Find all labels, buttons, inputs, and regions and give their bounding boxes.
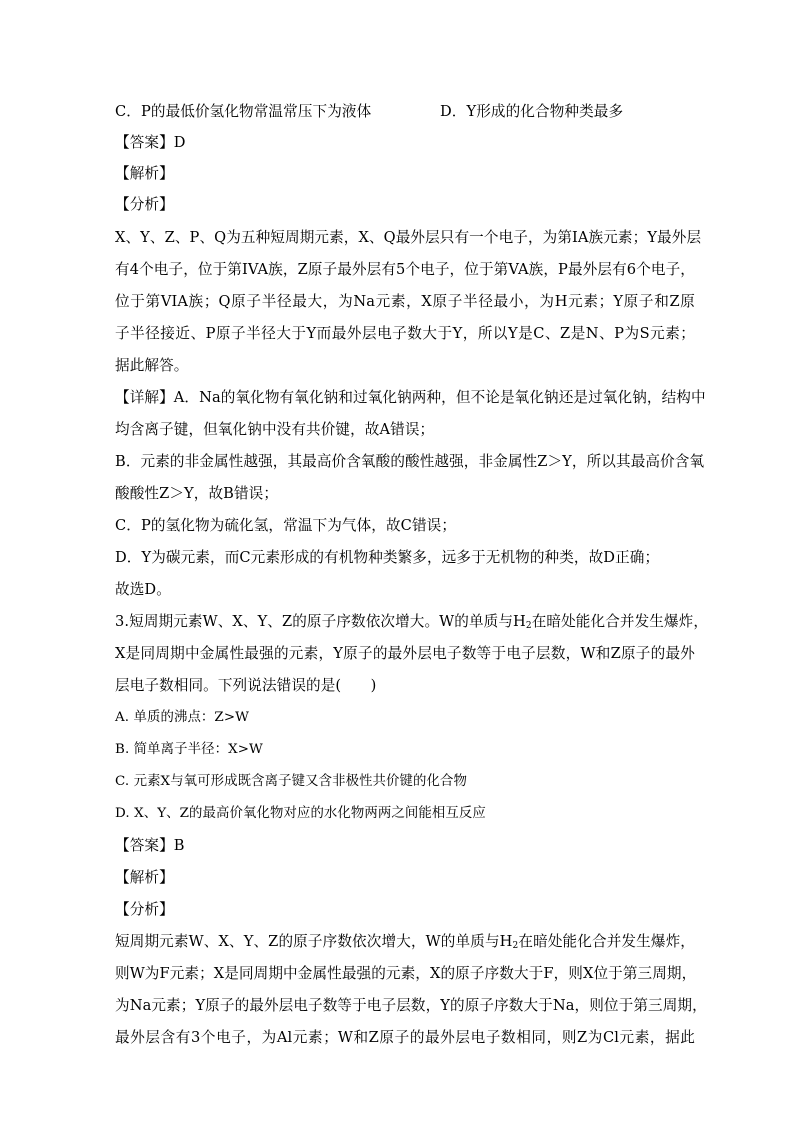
subscript: 2 (525, 621, 532, 631)
q3-option-a: A. 单质的沸点：Z>W (115, 710, 250, 725)
q3-stem-text: 3.短周期元素W、X、Y、Z的原子序数依次增大。W的单质与H (115, 613, 526, 630)
q3-stem-line: 层电子数相同。下列说法错误的是( ) (115, 677, 377, 694)
q3-analysis-text: 短周期元素W、X、Y、Z的原子序数依次增大，W的单质与H (115, 933, 513, 950)
q3-jiexi-heading: 【解析】 (115, 869, 174, 886)
q2-analysis-line: 有4个电子，位于第IVA族，Z原子最外层有5个电子，位于第VA族，P最外层有6个电子， (115, 261, 695, 278)
q3-analysis-line (115, 932, 695, 952)
q3-option-b: B. 简单离子半径：X>W (115, 742, 263, 757)
q3-analysis-line: 最外层含有3个电子，为Al元素；W和Z原子的最外层电子数相同，则Z为Cl元素，据此 (115, 1029, 695, 1046)
q2-answer: 【答案】D (115, 134, 186, 151)
q3-fenxi-heading: 【分析】 (115, 901, 174, 918)
q3-analysis-text: 在暗处能化合并发生爆炸， (518, 933, 696, 950)
q2-detail-line: B．元素的非金属性越强，其最高价含氧酸的酸性越强，非金属性Z＞Y，所以其最高价含氧 (115, 453, 705, 470)
q2-analysis-line: 据此解答。 (115, 357, 189, 374)
q2-analysis-line: X、Y、Z、P、Q为五种短周期元素，X、Q最外层只有一个电子，为第IA族元素；Y最外层 (115, 229, 702, 246)
q3-stem-line (115, 612, 709, 632)
q3-option-d: D. X、Y、Z的最高价氧化物对应的水化物两两之间能相互反应 (115, 806, 486, 821)
q2-analysis-line: 位于第VIA族；Q原子半径最大，为Na元素，X原子半径最小，为H元素；Y原子和Z原 (115, 293, 695, 310)
q3-stem-line: X是同周期中金属性最强的元素，Y原子的最外层电子数等于电子层数，W和Z原子的最外 (115, 645, 695, 662)
q3-option-c: C. 元素X与氧可形成既含离子键又含非极性共价键的化合物 (115, 774, 467, 789)
q2-detail-line: 【详解】A．Na的氧化物有氧化钠和过氧化钠两种，但不论是氧化钠还是过氧化钠，结构中 (115, 389, 706, 406)
q2-detail-line: 均含离子键，但氧化钠中没有共价键，故A错误； (115, 421, 435, 438)
q3-stem-text: 在暗处能化合并发生爆炸， (531, 613, 709, 630)
q3-analysis-line: 则W为F元素；X是同周期中金属性最强的元素，X的原子序数大于F，则X位于第三周期， (115, 965, 697, 982)
q2-options-cd-row (115, 102, 695, 122)
q2-detail-line: C．P的氢化物为硫化氢，常温下为气体，故C错误； (115, 517, 457, 534)
q2-detail-line: 故选D。 (115, 581, 171, 598)
q2-jiexi-heading: 【解析】 (115, 165, 174, 182)
q2-fenxi-heading: 【分析】 (115, 196, 174, 213)
subscript: 2 (512, 941, 519, 951)
q2-option-d: D．Y形成的化合物种类最多 (440, 103, 624, 120)
q2-option-c: C．P的最低价氢化物常温常压下为液体 (115, 103, 372, 120)
q3-analysis-line: 为Na元素；Y原子的最外层电子数等于电子层数，Y的原子序数大于Na，则位于第三周期， (115, 997, 707, 1014)
q2-detail-line: D．Y为碳元素，而C元素形成的有机物种类繁多，远多于无机物的种类，故D正确； (115, 549, 660, 566)
q2-detail-line: 酸酸性Z＞Y，故B错误； (115, 485, 279, 502)
q2-analysis-line: 子半径接近、P原子半径大于Y而最外层电子数大于Y，所以Y是C、Z是N、P为S元素； (115, 325, 695, 342)
q3-answer: 【答案】B (115, 837, 185, 854)
